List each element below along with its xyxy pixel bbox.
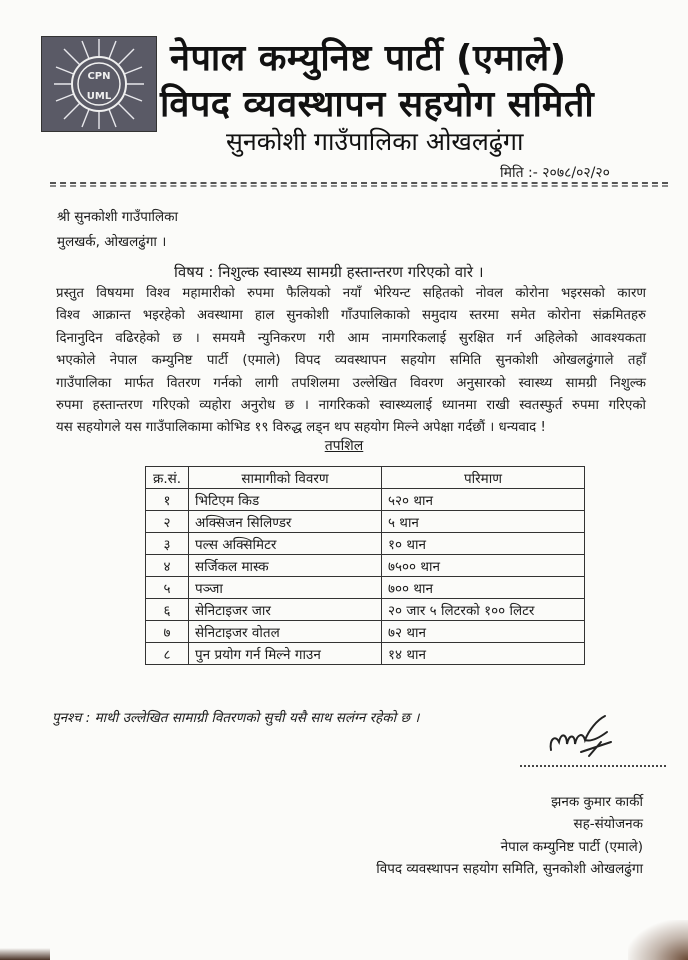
body-line: यस सहयोगले यस गाउँपालिकामा कोभिड १९ विरुद्ध लड्न थप सहयोग मिल्ने अपेक्षा गर्दछौं । धन्यवाद !	[56, 420, 546, 436]
row-serial: १	[146, 489, 189, 511]
header-quantity: परिमाण	[382, 467, 585, 489]
signature-line	[520, 765, 666, 767]
svg-text:CPN: CPN	[87, 71, 111, 82]
table-row	[146, 577, 585, 599]
schedule-title-wrap	[0, 436, 688, 455]
row-serial: ५	[146, 577, 189, 599]
row-quantity: १० थान	[382, 533, 585, 555]
row-item: पल्स अक्सिमिटर	[189, 533, 382, 555]
row-item: सेनिटाइजर जार	[189, 599, 382, 621]
recipient-line2: मुलखर्क, ओखलढुंगा ।	[57, 234, 167, 250]
body-line: प्रस्तुत विषयमा विश्व महामारीको रुपमा फैलियको नयाँ भेरियन्ट सहितको नोवल कोरोना भइरसको कारण	[56, 286, 646, 301]
row-item: सर्जिकल मास्क	[189, 555, 382, 577]
row-serial: ६	[146, 599, 189, 621]
svg-text:UML: UML	[86, 91, 112, 102]
subject-line: विषय : निशुल्क स्वास्थ्य सामग्री हस्तान्तरण गरिएको वारे ।	[174, 263, 484, 281]
row-quantity: ७२ थान	[382, 621, 585, 643]
items-table	[145, 466, 585, 665]
org-location: सुनकोशी गाउँपालिका ओखलढुंगा	[226, 127, 524, 156]
body-line: भएकोले नेपाल कम्युनिष्ट पार्टी (एमाले) विपद व्यवस्थापन सहयोग समिति सुनकोशी ओखलढुंगाले तहाँ	[56, 353, 646, 369]
row-serial: ८	[146, 643, 189, 665]
body-line: गाउँपालिका मार्फत वितरण गर्नको लागी तपशिलमा उल्लेखित विवरण अनुसारको स्वास्थ्य सामग्री निशुल्क	[56, 375, 646, 391]
row-quantity: ७०० थान	[382, 577, 585, 599]
letter-date: मिति :- २०७८/०२/२०	[500, 165, 610, 181]
table-row	[146, 489, 585, 511]
row-item: पुन प्रयोग गर्न मिल्ने गाउन	[189, 643, 382, 665]
signatory-org2: विपद व्यवस्थापन सहयोग समिति, सुनकोशी ओखलढुंगा	[376, 861, 643, 877]
body-line: विश्व आक्रान्त भइरहेको अवस्थामा हाल सुनकोशी गाँउपालिकाको समुदाय स्तरमा समेत कोरोना संक्रमितहरु	[56, 308, 646, 324]
header-divider	[50, 182, 668, 187]
row-serial: ४	[146, 555, 189, 577]
table-row	[146, 533, 585, 555]
table-row	[146, 621, 585, 643]
recipient-line1: श्री सुनकोशी गाउँपालिका	[57, 209, 178, 225]
row-item: अक्सिजन सिलिण्डर	[189, 511, 382, 533]
row-quantity: ५ थान	[382, 511, 585, 533]
row-serial: ७	[146, 621, 189, 643]
table-row	[146, 555, 585, 577]
body-line: दिनानुदिन वढिरहेको छ । समयमै न्युनिकरण गरी आम नामगरिकलाई सुरक्षित गर्न अहिलेको आवश्यकता	[56, 330, 646, 346]
org-name-line2: विपद व्यवस्थापन सहयोग समिती	[160, 84, 595, 125]
table-row	[146, 511, 585, 533]
row-quantity: ७५०० थान	[382, 555, 585, 577]
paper-shadow	[0, 948, 50, 960]
header-serial: क्र.सं.	[146, 467, 189, 489]
row-quantity: १४ थान	[382, 643, 585, 665]
body-line: रुपमा हस्तान्तरण गरिएको व्यहोरा अनुरोध छ । नागरिकको स्वास्थ्यलाई ध्यानमा राखी स्वतस्फुर्त रुपमा गरिएको	[56, 398, 646, 414]
table-row	[146, 599, 585, 621]
row-quantity: २० जार ५ लिटरको १०० लिटर	[382, 599, 585, 621]
schedule-title: तपशिल	[324, 438, 364, 454]
org-name-line1: नेपाल कम्युनिष्ट पार्टी (एमाले)	[170, 38, 567, 79]
header-description: सामागीको विवरण	[189, 467, 382, 489]
sun-emblem-icon	[42, 37, 156, 131]
signatory-title: सह-संयोजनक	[573, 816, 643, 832]
signatory-org1: नेपाल कम्युनिष्ट पार्टी (एमाले)	[500, 839, 643, 855]
letter-body	[56, 283, 646, 440]
table-header-row	[146, 467, 585, 489]
table-row	[146, 643, 585, 665]
row-serial: ३	[146, 533, 189, 555]
row-item: पञ्जा	[189, 577, 382, 599]
row-serial: २	[146, 511, 189, 533]
signatory-name: झनक कुमार कार्की	[551, 794, 643, 810]
party-logo	[41, 36, 157, 132]
handwritten-signature	[545, 712, 615, 762]
row-item: भिटिएम किड	[189, 489, 382, 511]
row-item: सेनिटाइजर वोतल	[189, 621, 382, 643]
postscript: पुनश्च : माथी उल्लेखित सामाग्री वितरणको सुची यसै साथ सलंग्न रहेको छ ।	[52, 710, 420, 726]
paper-shadow	[628, 920, 688, 960]
row-quantity: ५२० थान	[382, 489, 585, 511]
